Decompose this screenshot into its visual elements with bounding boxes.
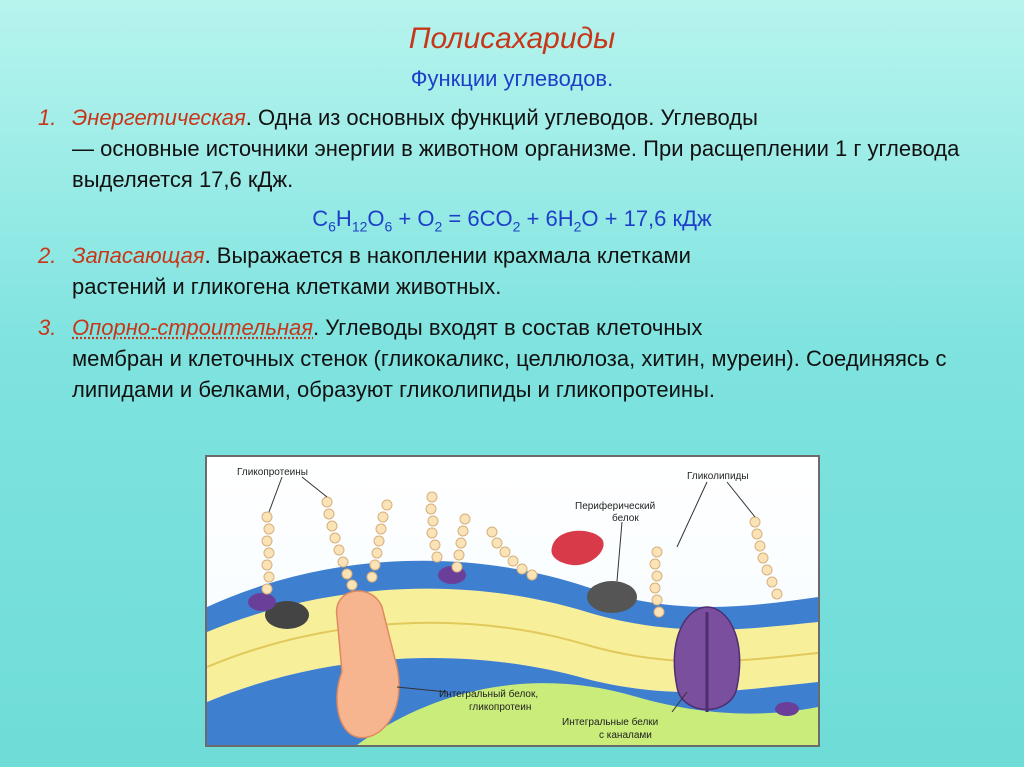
- item-text: мембран и клеточных стенок (гликокаликс, целлюлоза, хитин, муреин). Соединяясь с липидами и белками, образуют гликолипиды и гликопротеины.: [72, 346, 947, 402]
- item-text-first-line: . Выражается в накоплении крахмала клетками: [204, 243, 691, 268]
- label-channels-line1: Интегральные белки: [562, 717, 659, 728]
- membrane-diagram: [205, 455, 820, 747]
- reaction-equation: $C_6H_{12}O_6 + O_2 = 6CO_2 + 6H_2O + 17,6$ кДж: [312, 206, 712, 235]
- item-number: 2.: [38, 243, 57, 268]
- item-text-first-line: . Одна из основных функций углеводов. Углеводы: [245, 105, 758, 130]
- surface-protein: [248, 593, 276, 611]
- item-number: 1.: [38, 105, 57, 130]
- surface-protein: [775, 702, 799, 716]
- label-peripheral-line2: белок: [612, 513, 639, 524]
- label-integral-line2: гликопротеин: [469, 702, 532, 713]
- item-term: Опорно-строительная: [72, 315, 314, 340]
- list-item-energy: [38, 102, 998, 195]
- label-glycolipids: Гликолипиды: [687, 471, 749, 482]
- item-term: Энергетическая: [72, 105, 246, 130]
- label-glycoproteins: Гликопротеины: [237, 467, 308, 478]
- label-peripheral-line1: Периферический: [575, 501, 656, 512]
- list-item-storage: [38, 240, 998, 302]
- item-text: растений и гликогена клетками животных.: [72, 274, 502, 299]
- item-text-first-line: . Углеводы входят в состав клеточных: [313, 315, 703, 340]
- item-text: — основные источники энергии в животном организме. При расщеплении 1 г углевода выделяется 17,6 кДж.: [72, 136, 960, 192]
- membrane-illustration: [207, 457, 818, 745]
- slide-subtitle: Функции углеводов.: [410, 66, 614, 91]
- label-integral-line1: Интегральный белок,: [439, 689, 539, 700]
- item-number: 3.: [38, 315, 57, 340]
- item-term: Запасающая: [72, 243, 205, 268]
- list-item-structural: [38, 312, 998, 405]
- surface-protein: [587, 581, 637, 613]
- label-channels-line2: с каналами: [599, 730, 652, 741]
- slide-title: Полисахариды: [408, 22, 616, 55]
